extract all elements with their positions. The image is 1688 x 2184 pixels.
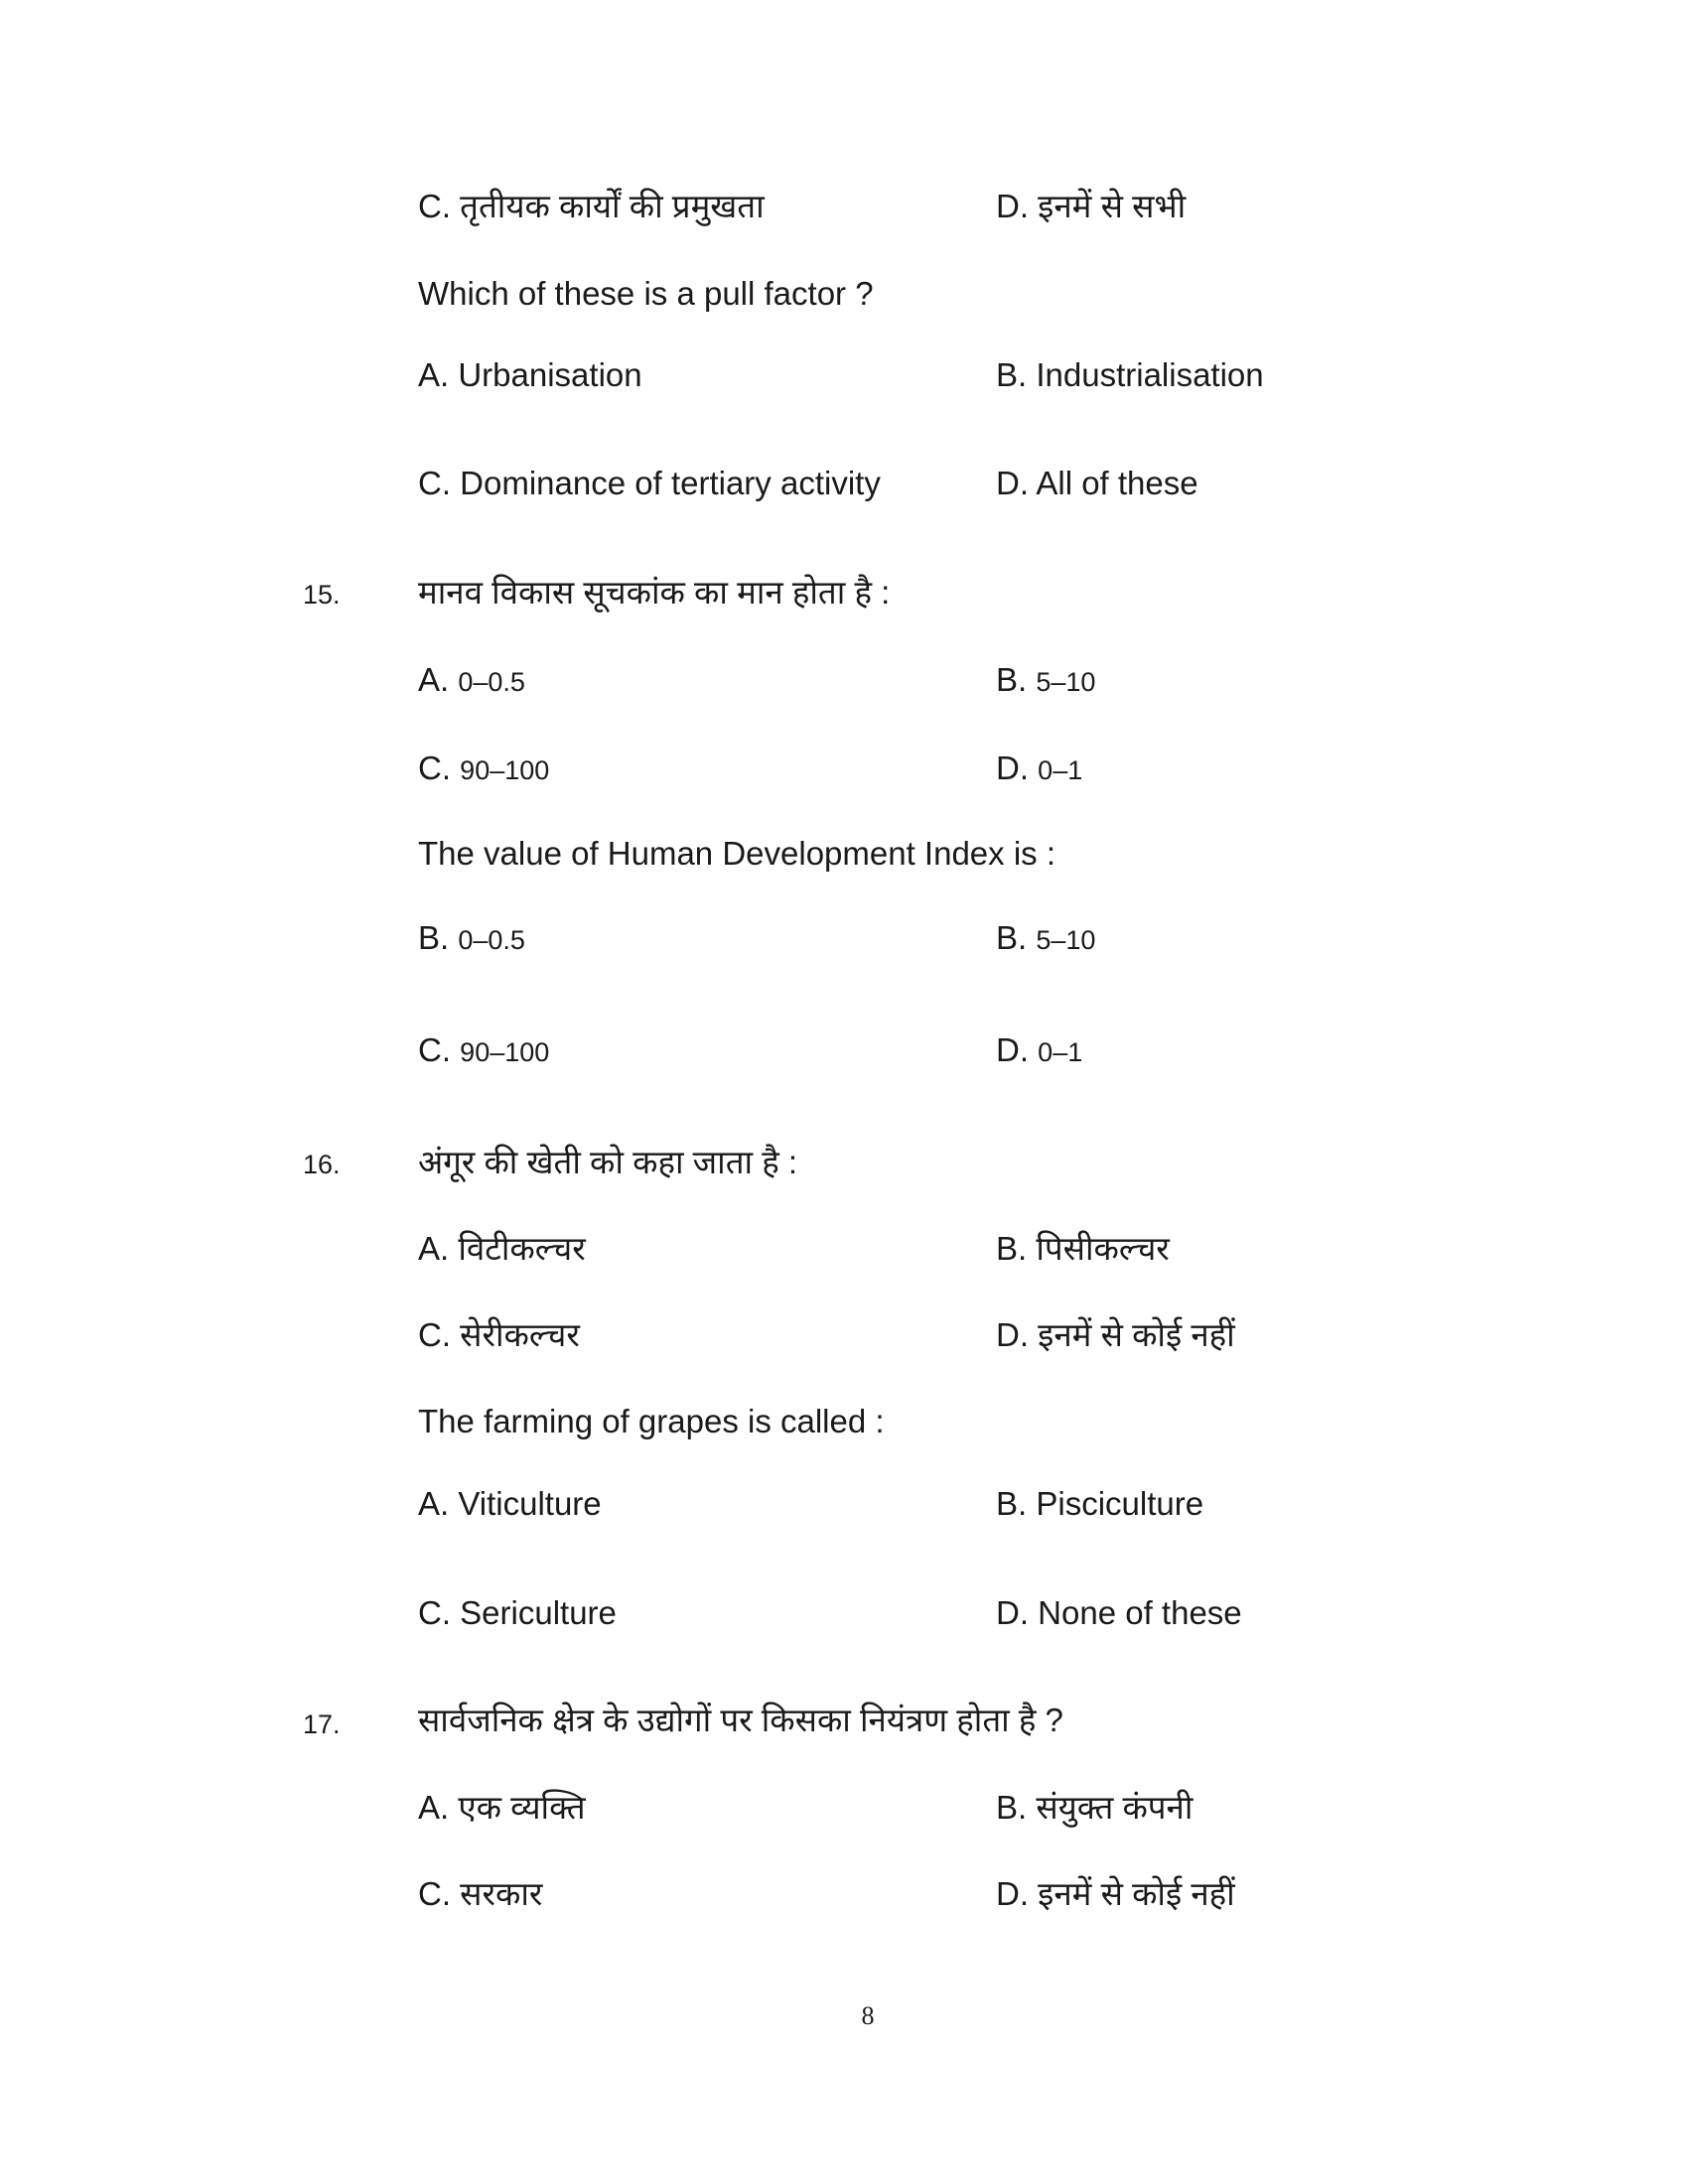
q15-en-option-d <box>996 1028 1082 1072</box>
q15-hi-option-d <box>996 747 1082 790</box>
option-value: 0–0.5 <box>458 667 525 697</box>
option-label: B. <box>996 919 1028 956</box>
q14-en-option-b: B. Industrialisation <box>996 356 1264 393</box>
q14-hi-option-c: C. तृतीयक कार्यों की प्रमुखता <box>418 188 765 224</box>
q14-en-option-d: D. All of these <box>996 465 1198 501</box>
option-label: C. <box>418 750 451 786</box>
option-value: 5–10 <box>1036 667 1096 697</box>
q17-hi-option-a: A. एक व्यक्ति <box>418 1789 586 1826</box>
q15-number: 15. <box>303 580 341 610</box>
q16-hi-option-c: C. सेरीकल्चर <box>418 1316 580 1353</box>
option-value: 0–1 <box>1038 755 1083 785</box>
option-label: B. <box>418 919 450 956</box>
q15-en-question: The value of Human Development Index is : <box>418 835 1056 872</box>
page-number: 8 <box>861 2001 875 2030</box>
q17-hi-option-c: C. सरकार <box>418 1875 543 1912</box>
option-value: 90–100 <box>460 755 550 785</box>
option-value: 90–100 <box>460 1037 550 1067</box>
option-label: A. <box>418 661 450 698</box>
q17-hi-question: सार्वजनिक क्षेत्र के उद्योगों पर किसका नियंत्रण होता है ? <box>418 1702 1063 1738</box>
q17-number: 17. <box>303 1709 341 1739</box>
q15-hi-option-b <box>996 658 1095 702</box>
q15-hi-question: मानव विकास सूचकांक का मान होता है : <box>418 574 891 611</box>
q16-hi-option-a: A. विटीकल्चर <box>418 1230 586 1267</box>
q15-en-option-a <box>418 916 525 960</box>
option-label: C. <box>418 1031 451 1068</box>
q14-en-option-a: A. Urbanisation <box>418 356 642 393</box>
option-label: B. <box>996 661 1028 698</box>
q16-hi-option-d: D. इनमें से कोई नहीं <box>996 1316 1235 1353</box>
q16-en-question: The farming of grapes is called : <box>418 1403 885 1439</box>
q15-en-option-c <box>418 1028 549 1072</box>
q14-en-question: Which of these is a pull factor ? <box>418 275 874 312</box>
option-value: 0–0.5 <box>458 925 525 955</box>
option-label: D. <box>996 750 1029 786</box>
q16-en-option-b: B. Pisciculture <box>996 1485 1204 1522</box>
q17-hi-option-b: B. संयुक्त कंपनी <box>996 1789 1194 1826</box>
q16-en-option-c: C. Sericulture <box>418 1594 617 1631</box>
q14-en-option-c: C. Dominance of tertiary activity <box>418 465 881 501</box>
q14-hi-option-d: D. इनमें से सभी <box>996 188 1187 224</box>
q16-hi-question: अंगूर की खेती को कहा जाता है : <box>418 1144 798 1180</box>
q16-number: 16. <box>303 1150 341 1179</box>
option-value: 0–1 <box>1038 1037 1083 1067</box>
q15-en-option-b <box>996 916 1095 960</box>
q17-hi-option-d: D. इनमें से कोई नहीं <box>996 1875 1235 1912</box>
q16-hi-option-b: B. पिसीकल्चर <box>996 1230 1170 1267</box>
q15-hi-option-c <box>418 747 549 790</box>
q15-hi-option-a <box>418 658 525 702</box>
option-value: 5–10 <box>1036 925 1096 955</box>
option-label: D. <box>996 1031 1029 1068</box>
q16-en-option-a: A. Viticulture <box>418 1485 602 1522</box>
q16-en-option-d: D. None of these <box>996 1594 1242 1631</box>
